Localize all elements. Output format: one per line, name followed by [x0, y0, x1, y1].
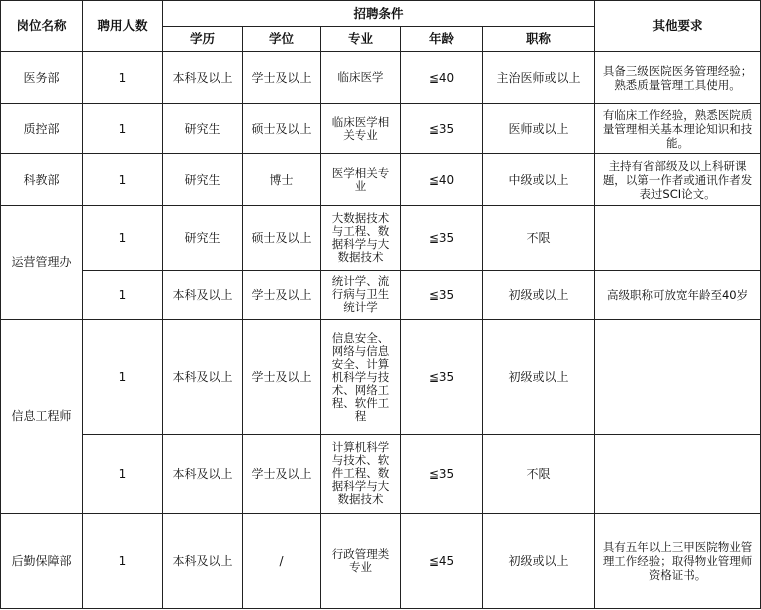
- age-cell: ≦40: [401, 52, 483, 104]
- table-row: [1, 104, 761, 154]
- major-cell: 大数据技术与工程、数据科学与大数据技术: [321, 205, 401, 270]
- hire-count: 1: [83, 154, 163, 205]
- position-name: 后勤保障部: [1, 513, 83, 608]
- title-cell: 不限: [483, 205, 595, 270]
- table-row: [1, 435, 761, 513]
- degree-cell: 学士及以上: [243, 52, 321, 104]
- degree-cell: 硕士及以上: [243, 104, 321, 154]
- degree-cell: 学士及以上: [243, 270, 321, 319]
- hire-count: 1: [83, 319, 163, 434]
- other-requirements-cell: 高级职称可放宽年龄至40岁: [595, 270, 761, 319]
- header-other: 其他要求: [595, 1, 761, 52]
- table-row: [1, 513, 761, 608]
- position-name: 运营管理办: [1, 205, 83, 319]
- education-cell: 本科及以上: [163, 513, 243, 608]
- hire-count: 1: [83, 270, 163, 319]
- major-cell: 统计学、流行病与卫生统计学: [321, 270, 401, 319]
- position-name: 医务部: [1, 52, 83, 104]
- other-requirements-cell: [595, 205, 761, 270]
- position-name: 科教部: [1, 154, 83, 205]
- other-requirements-cell: 具备三级医院医务管理经验；熟悉质量管理工具使用。: [595, 52, 761, 104]
- hire-count: 1: [83, 205, 163, 270]
- major-cell: 计算机科学与技术、软件工程、数据科学与大数据技术: [321, 435, 401, 513]
- title-cell: 医师或以上: [483, 104, 595, 154]
- education-cell: 本科及以上: [163, 270, 243, 319]
- other-requirements-cell: 主持有省部级及以上科研课题，以第一作者或通讯作者发表过SCI论文。: [595, 154, 761, 205]
- degree-cell: 学士及以上: [243, 319, 321, 434]
- table-row: [1, 205, 761, 270]
- other-requirements-cell: [595, 319, 761, 434]
- hire-count: 1: [83, 513, 163, 608]
- hire-count: 1: [83, 435, 163, 513]
- degree-cell: 学士及以上: [243, 435, 321, 513]
- title-cell: 初级或以上: [483, 319, 595, 434]
- header-title: 职称: [483, 27, 595, 52]
- major-cell: 医学相关专业: [321, 154, 401, 205]
- education-cell: 本科及以上: [163, 319, 243, 434]
- age-cell: ≦35: [401, 205, 483, 270]
- major-cell: 临床医学相关专业: [321, 104, 401, 154]
- title-cell: 初级或以上: [483, 513, 595, 608]
- table-row: [1, 319, 761, 434]
- table-row: [1, 52, 761, 104]
- degree-cell: 博士: [243, 154, 321, 205]
- age-cell: ≦35: [401, 104, 483, 154]
- education-cell: 研究生: [163, 154, 243, 205]
- header-count: 聘用人数: [83, 1, 163, 52]
- position-name: 信息工程师: [1, 319, 83, 513]
- education-cell: 研究生: [163, 104, 243, 154]
- major-cell: 临床医学: [321, 52, 401, 104]
- age-cell: ≦35: [401, 435, 483, 513]
- education-cell: 本科及以上: [163, 435, 243, 513]
- degree-cell: 硕士及以上: [243, 205, 321, 270]
- header-conditions: 招聘条件: [163, 1, 595, 27]
- other-requirements-cell: 有临床工作经验，熟悉医院质量管理相关基本理论知识和技能。: [595, 104, 761, 154]
- age-cell: ≦35: [401, 270, 483, 319]
- education-cell: 研究生: [163, 205, 243, 270]
- education-cell: 本科及以上: [163, 52, 243, 104]
- age-cell: ≦35: [401, 319, 483, 434]
- header-position: 岗位名称: [1, 1, 83, 52]
- age-cell: ≦40: [401, 154, 483, 205]
- title-cell: 不限: [483, 435, 595, 513]
- table-row: [1, 270, 761, 319]
- other-requirements-cell: 具有五年以上三甲医院物业管理工作经验；取得物业管理师资格证书。: [595, 513, 761, 608]
- position-name: 质控部: [1, 104, 83, 154]
- degree-cell: /: [243, 513, 321, 608]
- hire-count: 1: [83, 52, 163, 104]
- hire-count: 1: [83, 104, 163, 154]
- major-cell: 行政管理类专业: [321, 513, 401, 608]
- header-education: 学历: [163, 27, 243, 52]
- other-requirements-cell: [595, 435, 761, 513]
- title-cell: 中级或以上: [483, 154, 595, 205]
- header-age: 年龄: [401, 27, 483, 52]
- title-cell: 初级或以上: [483, 270, 595, 319]
- major-cell: 信息安全、网络与信息安全、计算机科学与技术、网络工程、软件工程: [321, 319, 401, 434]
- title-cell: 主治医师或以上: [483, 52, 595, 104]
- header-major: 专业: [321, 27, 401, 52]
- age-cell: ≦45: [401, 513, 483, 608]
- table-row: [1, 154, 761, 205]
- header-degree: 学位: [243, 27, 321, 52]
